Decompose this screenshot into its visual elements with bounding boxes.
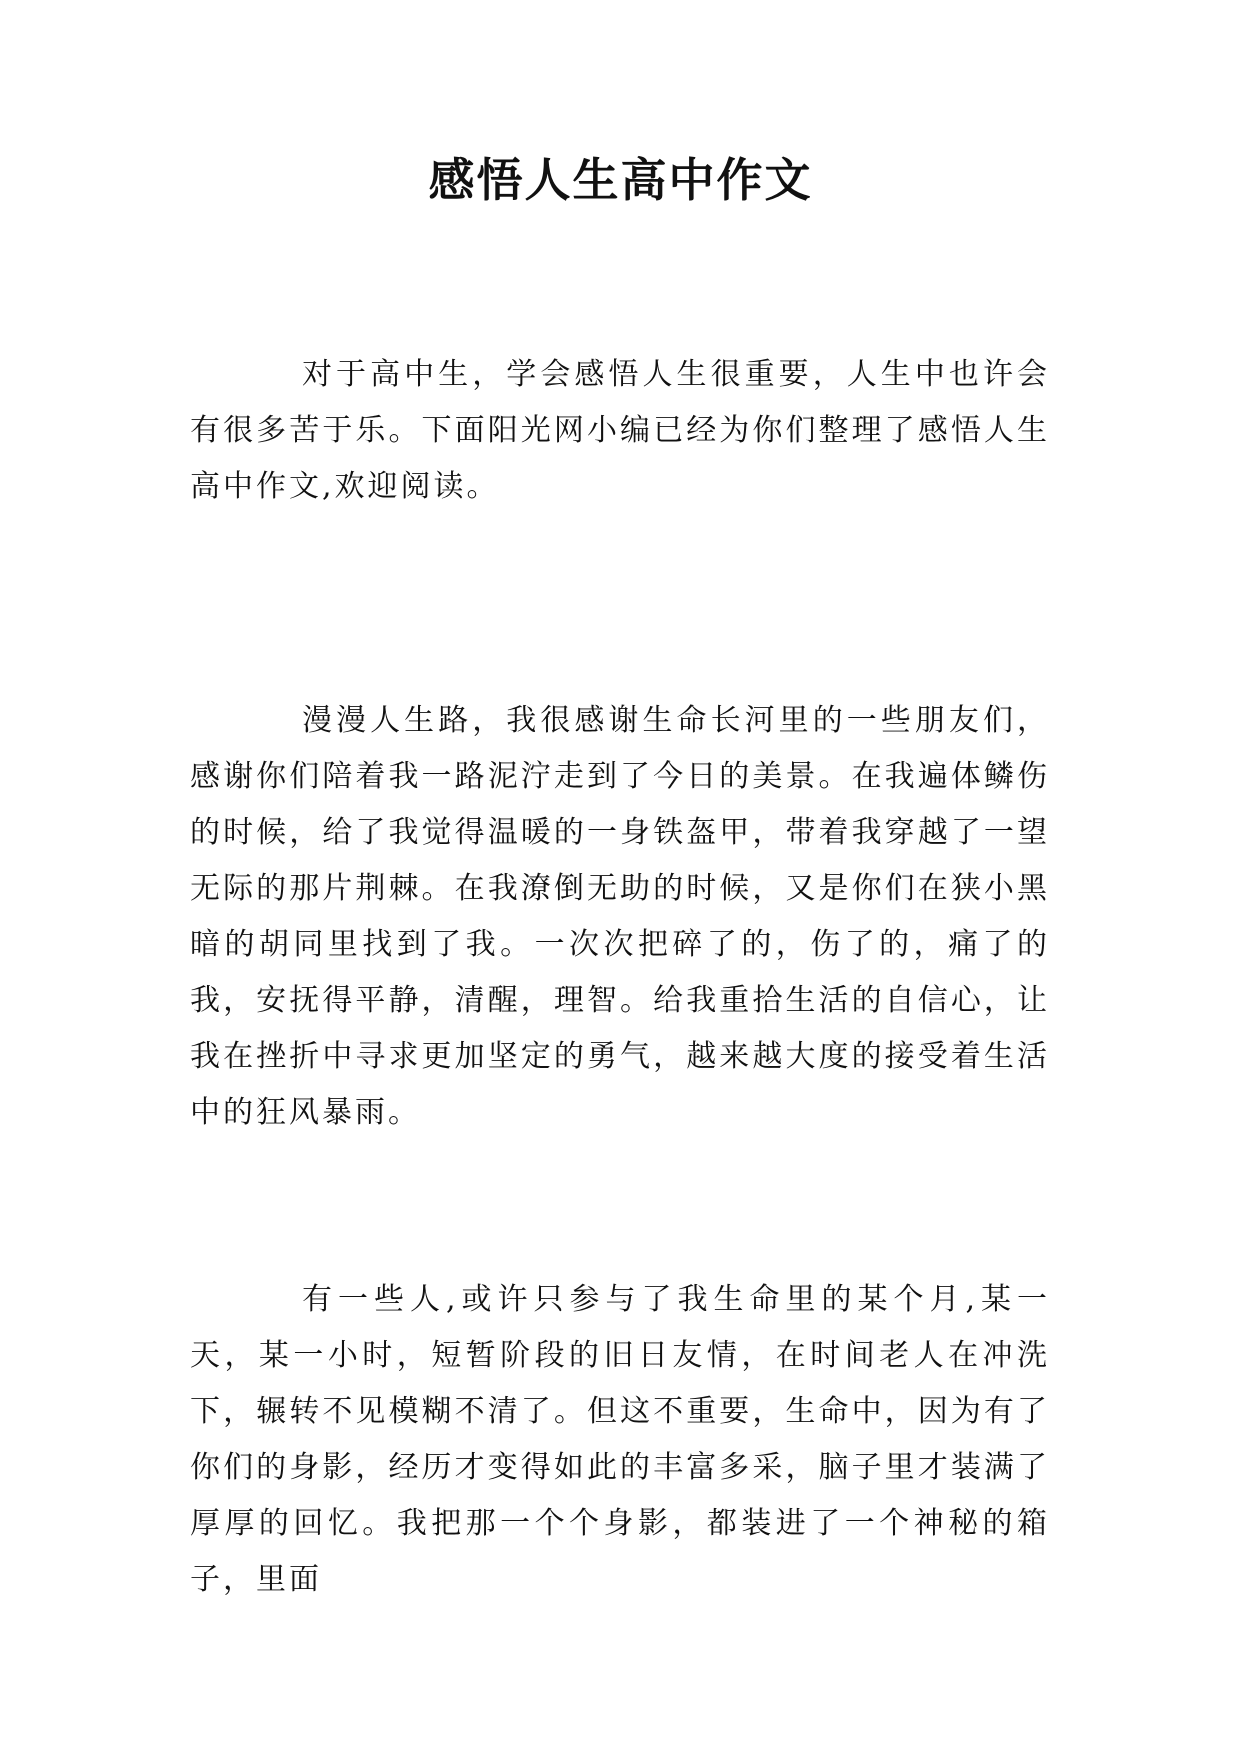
- paragraph-intro: 对于高中生，学会感悟人生很重要，人生中也许会有很多苦于乐。下面阳光网小编已经为你们整理了感悟人生高中作文,欢迎阅读。: [190, 357, 1050, 504]
- paragraph-body-2: 有一些人,或许只参与了我生命里的某个月,某一天，某一小时，短暂阶段的旧日友情，在时间老人在冲洗下，辗转不见模糊不清了。但这不重要，生命中，因为有了你们的身影，经历才变得如此的丰富多采，脑子里才装满了厚厚的回忆。我把那一个个身影，都装进了一个神秘的箱子，里面: [190, 1282, 1050, 1597]
- document-title: 感悟人生高中作文: [428, 153, 813, 207]
- paragraph-body-1: 漫漫人生路，我很感谢生命长河里的一些朋友们，感谢你们陪着我一路泥泞走到了今日的美景。在我遍体鳞伤的时候，给了我觉得温暖的一身铁盔甲，带着我穿越了一望无际的那片荆棘。在我潦倒无助的时候，又是你们在狭小黑暗的胡同里找到了我。一次次把碎了的，伤了的，痛了的我，安抚得平静，清醒，理智。给我重拾生活的自信心，让我在挫折中寻求更加坚定的勇气，越来越大度的接受着生活中的狂风暴雨。: [190, 703, 1050, 1130]
